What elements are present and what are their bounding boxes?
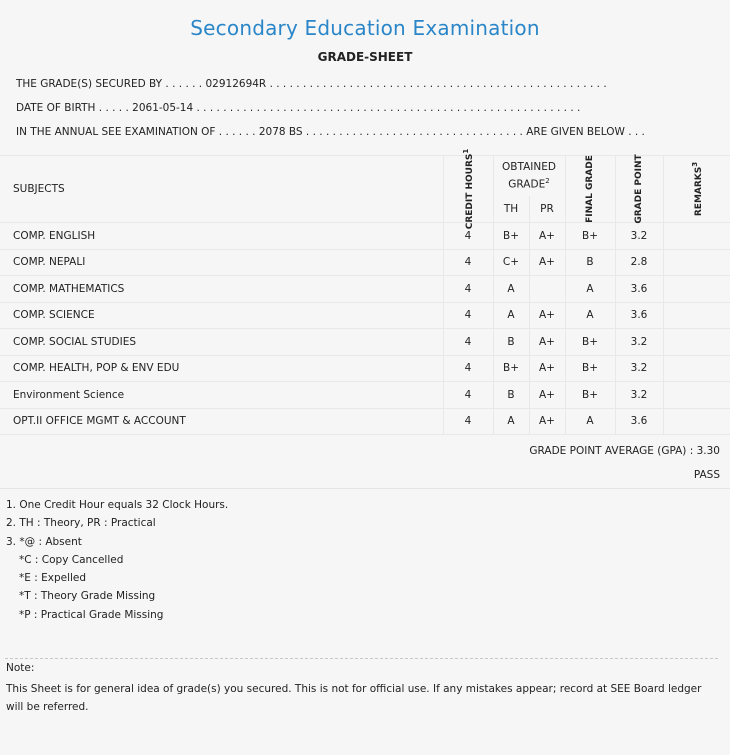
- pr-grade-cell: A+: [529, 329, 565, 356]
- pr-grade-cell: A+: [529, 382, 565, 409]
- th-grade-cell: A: [493, 276, 529, 303]
- info-symbol-number: THE GRADE(S) SECURED BY . . . . . . 02912694R . . . . . . . . . . . . . . . . . . . . . . . . . . . . . . . . . . . . . . . . . . . . . . . . . . .: [16, 78, 607, 90]
- final-grade-cell: A: [565, 276, 615, 303]
- page-title: Secondary Education Examination: [190, 16, 540, 40]
- table-row: [0, 223, 730, 250]
- footnote-item: 2. TH : Theory, PR : Practical: [6, 517, 156, 530]
- footnotes: [6, 496, 228, 624]
- info-date-of-birth: DATE OF BIRTH . . . . . 2061-05-14 . . . . . . . . . . . . . . . . . . . . . . . . . . . . . . . . . . . . . . . . . . . . . . . . . . . . . . . . . .: [16, 102, 581, 114]
- dashed-divider: [5, 658, 718, 659]
- grade-point-cell: 3.6: [615, 276, 663, 303]
- footnote-item: 3. *@ : Absent: [6, 535, 82, 548]
- th-grade-cell: B+: [493, 355, 529, 382]
- note-title: Note:: [6, 662, 35, 674]
- pr-grade-cell: [529, 276, 565, 303]
- grade-point-cell: 3.6: [615, 302, 663, 329]
- subject-cell: COMP. MATHEMATICS: [0, 276, 443, 303]
- credit-cell: 4: [443, 276, 493, 303]
- gpa-summary: GRADE POINT AVERAGE (GPA) : 3.30: [529, 445, 720, 457]
- table-row: [0, 329, 730, 356]
- grade-point-cell: 2.8: [615, 249, 663, 276]
- final-grade-cell: B+: [565, 382, 615, 409]
- remarks-cell: [663, 355, 730, 382]
- pr-grade-cell: A+: [529, 223, 565, 250]
- footnote-item: *T : Theory Grade Missing: [19, 590, 156, 603]
- footnote-item: 1. One Credit Hour equals 32 Clock Hours.: [6, 499, 229, 511]
- final-grade-cell: B+: [565, 329, 615, 356]
- final-grade-cell: A: [565, 408, 615, 435]
- credit-cell: 4: [443, 302, 493, 329]
- subject-cell: COMP. HEALTH, POP & ENV EDU: [0, 355, 443, 382]
- subject-cell: OPT.II OFFICE MGMT & ACCOUNT: [0, 408, 443, 435]
- credit-cell: 4: [443, 355, 493, 382]
- credit-cell: 4: [443, 329, 493, 356]
- subject-cell: COMP. NEPALI: [0, 249, 443, 276]
- header-grade-point: GRADE POINT: [615, 156, 663, 223]
- th-grade-cell: B: [493, 329, 529, 356]
- grade-point-cell: 3.2: [615, 355, 663, 382]
- header-final-grade: FINAL GRADE: [565, 156, 615, 223]
- grade-point-cell: 3.6: [615, 408, 663, 435]
- header-th: TH: [493, 196, 529, 223]
- credit-cell: 4: [443, 408, 493, 435]
- pr-grade-cell: A+: [529, 355, 565, 382]
- th-grade-cell: A: [493, 302, 529, 329]
- table-row: [0, 382, 730, 409]
- grade-sheet-subtitle: GRADE-SHEET: [317, 50, 413, 64]
- remarks-cell: [663, 329, 730, 356]
- table-row: [0, 276, 730, 303]
- result-status: PASS: [693, 469, 720, 481]
- note-text: This Sheet is for general idea of grade(s) you secured. This is not for official use. If any mistakes appear; record at SEE Board ledger will be referred.: [6, 683, 702, 713]
- subject-cell: COMP. SOCIAL STUDIES: [0, 329, 443, 356]
- final-grade-cell: B+: [565, 223, 615, 250]
- divider: [0, 488, 730, 489]
- info-exam-year: IN THE ANNUAL SEE EXAMINATION OF . . . . . . 2078 BS . . . . . . . . . . . . . . . . . . . . . . . . . . . . . . . . . ARE GIVEN BELOW . . .: [16, 126, 645, 138]
- remarks-cell: [663, 223, 730, 250]
- pr-grade-cell: A+: [529, 302, 565, 329]
- remarks-cell: [663, 302, 730, 329]
- table-row: [0, 408, 730, 435]
- footnote-item: *E : Expelled: [19, 572, 87, 585]
- table-row: [0, 249, 730, 276]
- header-pr: PR: [529, 196, 565, 223]
- subject-cell: Environment Science: [0, 382, 443, 409]
- grade-point-cell: 3.2: [615, 382, 663, 409]
- table-row: [0, 302, 730, 329]
- header-credit-hours: CREDIT HOURS$^1$: [443, 156, 493, 223]
- credit-cell: 4: [443, 249, 493, 276]
- subject-cell: COMP. ENGLISH: [0, 223, 443, 250]
- th-grade-cell: C+: [493, 249, 529, 276]
- final-grade-cell: A: [565, 302, 615, 329]
- remarks-cell: [663, 249, 730, 276]
- final-grade-cell: B+: [565, 355, 615, 382]
- footnote-item: *C : Copy Cancelled: [19, 553, 124, 566]
- grade-point-cell: 3.2: [615, 329, 663, 356]
- header-subjects: SUBJECTS: [13, 183, 65, 195]
- grades-table: [0, 148, 730, 435]
- th-grade-cell: A: [493, 408, 529, 435]
- subject-cell: COMP. SCIENCE: [0, 302, 443, 329]
- th-grade-cell: B: [493, 382, 529, 409]
- grade-point-cell: 3.2: [615, 223, 663, 250]
- final-grade-cell: B: [565, 249, 615, 276]
- header-remarks: REMARKS$^3$: [663, 156, 730, 223]
- credit-cell: 4: [443, 382, 493, 409]
- credit-cell: 4: [443, 223, 493, 250]
- table-row: [0, 355, 730, 382]
- remarks-cell: [663, 408, 730, 435]
- remarks-cell: [663, 382, 730, 409]
- th-grade-cell: B+: [493, 223, 529, 250]
- header-obtained-grade: OBTAINED GRADE$^2$: [493, 156, 565, 197]
- remarks-cell: [663, 276, 730, 303]
- pr-grade-cell: A+: [529, 408, 565, 435]
- footnote-item: *P : Practical Grade Missing: [19, 608, 164, 621]
- pr-grade-cell: A+: [529, 249, 565, 276]
